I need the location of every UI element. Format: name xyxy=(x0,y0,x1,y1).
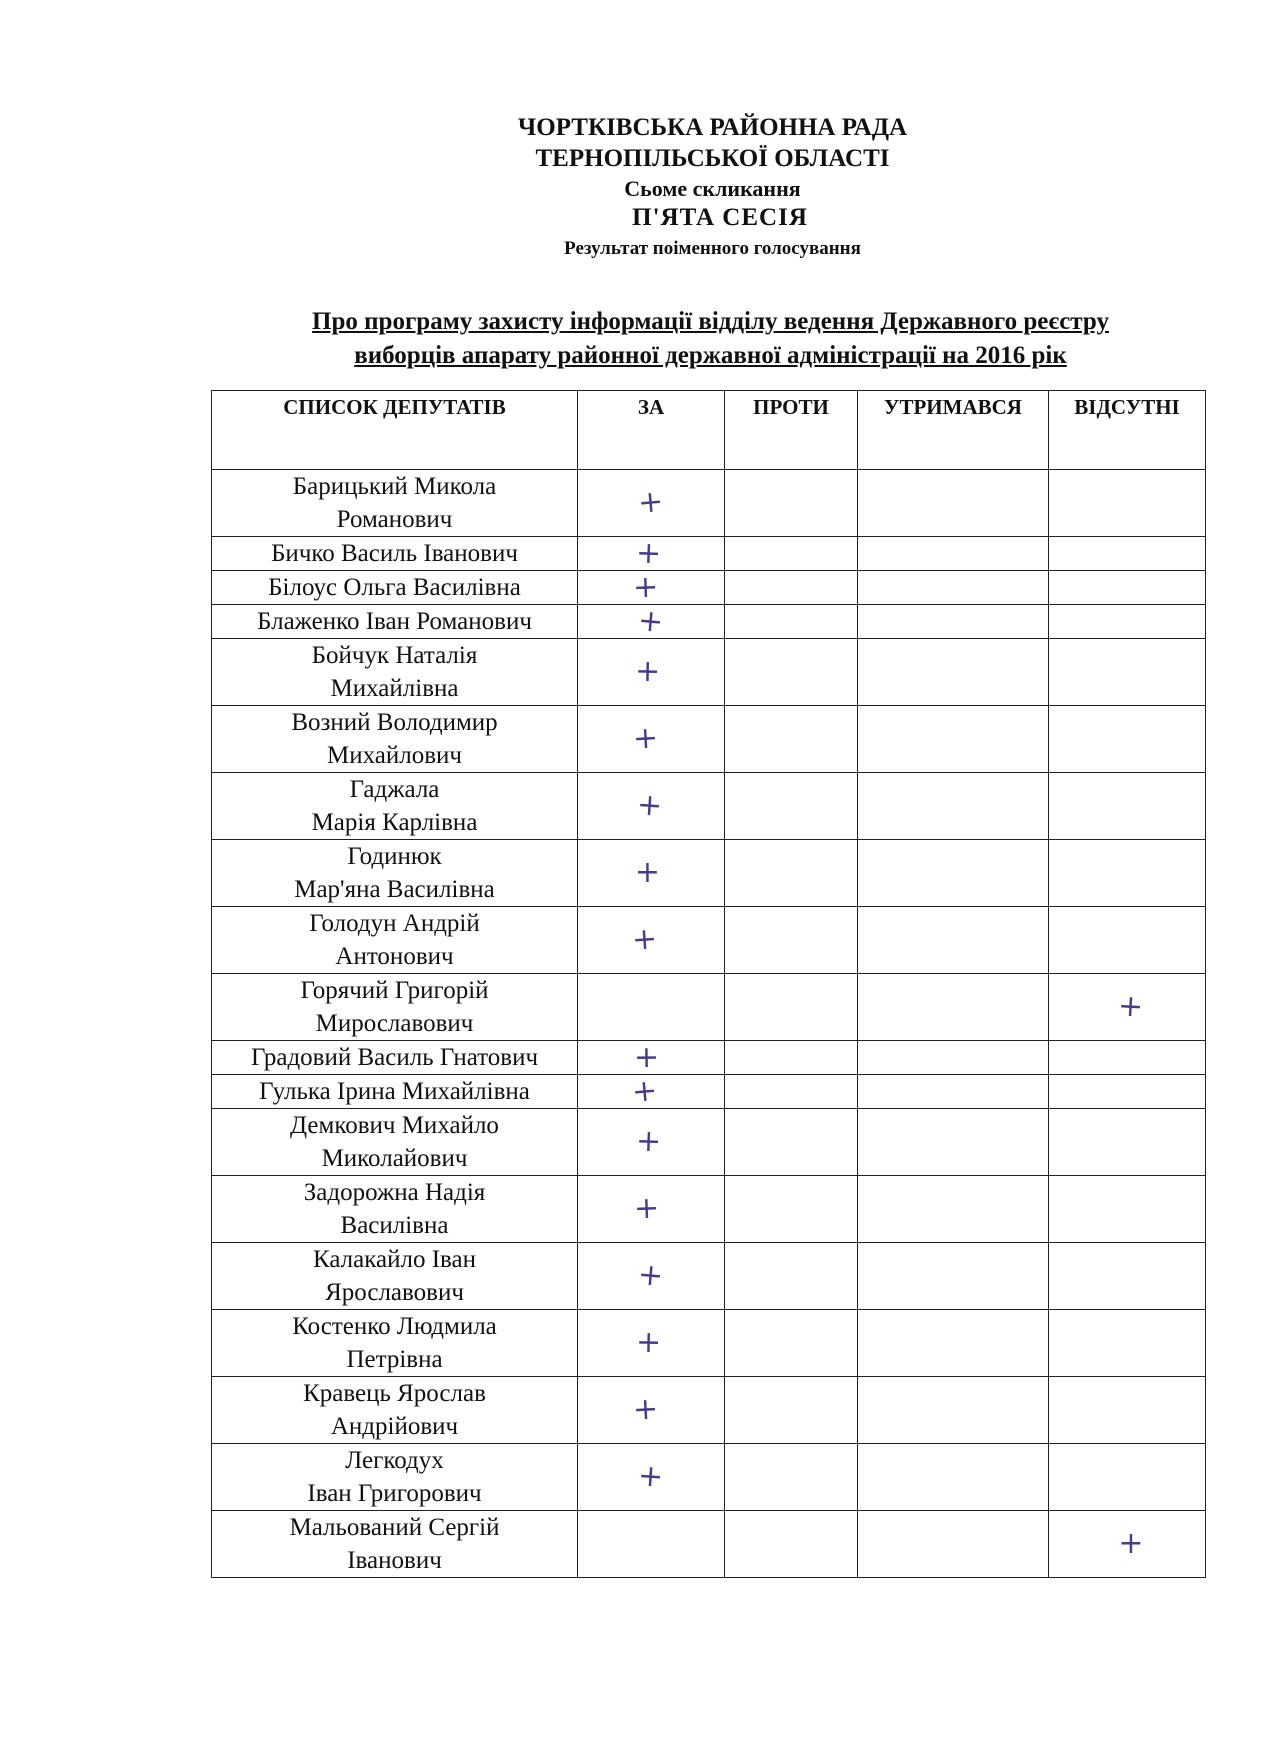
deputy-name xyxy=(212,1075,578,1109)
handwritten-plus-mark: + xyxy=(1117,988,1145,1025)
vote-cell-proty xyxy=(725,571,858,605)
vote-cell-vidsutni xyxy=(1049,571,1206,605)
deputy-name-line-1: Мальований Сергій xyxy=(289,1514,500,1541)
vote-cell-proty xyxy=(725,1041,858,1075)
vote-cell-proty xyxy=(725,639,858,706)
vote-cell-proty xyxy=(725,773,858,840)
deputy-name xyxy=(212,907,578,974)
vote-topic xyxy=(238,305,1183,373)
vote-cell-za xyxy=(578,470,725,537)
table-row xyxy=(212,470,1206,537)
deputy-name-line-1: Градовий Василь Гнатович xyxy=(250,1044,539,1071)
vote-cell-za xyxy=(578,537,725,571)
vote-cell-utrymavsia xyxy=(858,706,1049,773)
vote-cell-utrymavsia xyxy=(858,1176,1049,1243)
table-row xyxy=(212,907,1206,974)
handwritten-plus-mark: + xyxy=(631,720,659,757)
handwritten-plus-mark: + xyxy=(633,1190,660,1227)
vote-cell-utrymavsia xyxy=(858,571,1049,605)
deputy-name-line-2: Іванович xyxy=(347,1547,442,1574)
vote-cell-proty xyxy=(725,840,858,907)
vote-cell-proty xyxy=(725,1444,858,1511)
vote-cell-vidsutni xyxy=(1049,1176,1206,1243)
deputy-name-line-2: Андрійович xyxy=(330,1413,459,1440)
vote-cell-za xyxy=(578,840,725,907)
table-row xyxy=(212,974,1206,1041)
vote-cell-proty xyxy=(725,706,858,773)
vote-cell-vidsutni xyxy=(1049,605,1206,639)
deputy-name xyxy=(212,1511,578,1578)
vote-topic-line-2: виборців апарату районної державної адміністрації на 2016 рік xyxy=(354,342,1067,369)
vote-cell-za xyxy=(578,602,725,640)
deputy-name-line-1: Голодун Андрій xyxy=(309,910,480,937)
vote-topic-line-1: Про програму захисту інформації відділу ведення Державного реєстру xyxy=(312,308,1109,335)
deputy-name xyxy=(212,1444,578,1511)
handwritten-plus-mark: + xyxy=(1118,1526,1144,1561)
vote-cell-utrymavsia xyxy=(858,1243,1049,1310)
vote-cell-vidsutni xyxy=(1049,1444,1206,1511)
deputy-name xyxy=(212,773,578,840)
handwritten-plus-mark: + xyxy=(635,1324,662,1361)
vote-cell-proty xyxy=(725,907,858,974)
deputy-name-line-2: Романович xyxy=(336,506,453,533)
table-row xyxy=(212,1176,1206,1243)
handwritten-plus-mark: + xyxy=(635,1123,663,1160)
vote-cell-proty xyxy=(725,470,858,537)
table-row xyxy=(212,639,1206,706)
table-row xyxy=(212,1075,1206,1109)
handwritten-plus-mark: + xyxy=(632,1391,660,1428)
deputy-name-line-1: Возний Володимир xyxy=(291,709,498,736)
vote-cell-za xyxy=(578,706,725,773)
vote-cell-za xyxy=(578,1176,725,1243)
handwritten-plus-mark: + xyxy=(636,1458,665,1495)
deputy-name-line-1: Легкодух xyxy=(345,1447,444,1474)
deputy-name-line-1: Бойчук Наталія xyxy=(311,642,478,669)
vote-cell-vidsutni xyxy=(1049,470,1206,537)
vote-cell-za xyxy=(578,639,725,706)
deputy-name-line-2: Ярославович xyxy=(325,1279,464,1306)
deputy-name-line-1: Бичко Василь Іванович xyxy=(271,540,518,567)
vote-result-caption: Результат поіменного голосування xyxy=(564,238,861,260)
deputy-name-line-2: Мар'яна Василівна xyxy=(294,876,495,903)
deputy-name xyxy=(212,974,578,1041)
roll-call-table xyxy=(211,390,1206,1578)
deputy-name-line-2: Василівна xyxy=(340,1212,449,1239)
vote-cell-utrymavsia xyxy=(858,974,1049,1041)
handwritten-plus-mark: + xyxy=(635,653,661,690)
table-row xyxy=(212,605,1206,639)
vote-cell-vidsutni xyxy=(1049,1377,1206,1444)
deputy-name-line-1: Кравець Ярослав xyxy=(303,1380,486,1407)
table-header-row xyxy=(212,391,1206,470)
handwritten-plus-mark: + xyxy=(636,483,665,522)
vote-cell-za xyxy=(578,1072,725,1110)
handwritten-plus-mark: + xyxy=(631,921,659,958)
deputy-name-line-1: Барицький Микола xyxy=(292,473,497,500)
vote-cell-proty xyxy=(725,974,858,1041)
deputy-name-line-2: Марія Карлівна xyxy=(311,809,478,836)
vote-cell-proty xyxy=(725,1109,858,1176)
vote-cell-za xyxy=(578,1041,725,1075)
vote-cell-utrymavsia xyxy=(858,639,1049,706)
deputy-name-line-1: Білоус Ольга Василівна xyxy=(268,574,521,601)
vote-cell-vidsutni xyxy=(1049,1310,1206,1377)
deputy-name xyxy=(212,639,578,706)
vote-cell-za xyxy=(578,1310,725,1377)
table-row xyxy=(212,773,1206,840)
vote-cell-utrymavsia xyxy=(858,907,1049,974)
deputy-name xyxy=(212,706,578,773)
vote-cell-za xyxy=(578,571,725,605)
deputy-name-line-1: Гулька Ірина Михайлівна xyxy=(259,1078,530,1105)
vote-cell-vidsutni xyxy=(1049,1075,1206,1109)
council-name: ЧОРТКІВСЬКА РАЙОННА РАДА xyxy=(517,114,908,141)
deputy-name-line-1: Задорожна Надія xyxy=(303,1179,486,1206)
vote-cell-proty xyxy=(725,1377,858,1444)
deputy-name-line-2: Михайлівна xyxy=(330,675,459,702)
column-header-deputies: СПИСОК ДЕПУТАТІВ xyxy=(212,391,578,470)
table-row xyxy=(212,1041,1206,1075)
vote-cell-proty xyxy=(725,1310,858,1377)
vote-cell-utrymavsia xyxy=(858,840,1049,907)
session-title: П'ЯТА СЕСІЯ xyxy=(632,204,808,231)
table-row xyxy=(212,1243,1206,1310)
deputy-name xyxy=(212,1041,578,1075)
vote-cell-vidsutni xyxy=(1049,706,1206,773)
handwritten-plus-mark: + xyxy=(632,569,660,605)
vote-cell-za xyxy=(578,1444,725,1511)
vote-cell-vidsutni xyxy=(1049,1109,1206,1176)
deputy-name xyxy=(212,605,578,639)
deputy-name xyxy=(212,571,578,605)
vote-cell-utrymavsia xyxy=(858,1310,1049,1377)
table-row xyxy=(212,1444,1206,1511)
vote-cell-utrymavsia xyxy=(858,1377,1049,1444)
deputy-name-line-1: Блаженко Іван Романович xyxy=(257,608,532,635)
deputy-name xyxy=(212,470,578,537)
table-row xyxy=(212,1109,1206,1176)
table-row xyxy=(212,1377,1206,1444)
handwritten-plus-mark: + xyxy=(636,1256,666,1295)
vote-cell-proty xyxy=(725,1243,858,1310)
deputy-name xyxy=(212,537,578,571)
vote-cell-proty xyxy=(725,1176,858,1243)
vote-cell-vidsutni xyxy=(1049,907,1206,974)
vote-cell-proty xyxy=(725,1075,858,1109)
deputy-name-line-1: Горячий Григорій xyxy=(300,977,489,1004)
vote-cell-proty xyxy=(725,537,858,571)
vote-cell-vidsutni xyxy=(1049,974,1206,1041)
vote-cell-utrymavsia xyxy=(858,1109,1049,1176)
deputy-name-line-1: Костенко Людмила xyxy=(292,1313,497,1340)
vote-cell-za xyxy=(578,1511,725,1578)
vote-cell-za xyxy=(578,974,725,1041)
deputy-name xyxy=(212,1176,578,1243)
vote-cell-utrymavsia xyxy=(858,470,1049,537)
table-row xyxy=(212,706,1206,773)
deputy-name-line-1: Годинюк xyxy=(347,843,442,870)
handwritten-plus-mark: + xyxy=(630,1072,659,1110)
region-name: ТЕРНОПІЛЬСЬКОЇ ОБЛАСТІ xyxy=(535,145,890,173)
vote-cell-vidsutni xyxy=(1049,639,1206,706)
deputy-name xyxy=(212,1243,578,1310)
deputy-name-line-2: Антонович xyxy=(335,943,454,970)
vote-cell-za xyxy=(578,1243,725,1310)
table-row xyxy=(212,537,1206,571)
vote-cell-vidsutni xyxy=(1049,1243,1206,1310)
table-row xyxy=(212,571,1206,605)
vote-cell-vidsutni xyxy=(1049,1041,1206,1075)
table-body xyxy=(212,470,1206,1578)
vote-cell-utrymavsia xyxy=(858,1041,1049,1075)
vote-cell-vidsutni xyxy=(1049,1511,1206,1578)
deputy-name-line-1: Гаджала xyxy=(349,776,440,803)
vote-cell-utrymavsia xyxy=(858,773,1049,840)
deputy-name-line-2: Петрівна xyxy=(346,1346,443,1373)
vote-cell-proty xyxy=(725,605,858,639)
handwritten-plus-mark: + xyxy=(635,535,662,571)
vote-cell-za xyxy=(578,1377,725,1444)
deputy-name-line-2: Миколайович xyxy=(321,1145,468,1172)
column-header-absent: ВІДСУТНІ xyxy=(1049,391,1206,470)
vote-cell-vidsutni xyxy=(1049,537,1206,571)
deputy-name-line-1: Калакайло Іван xyxy=(313,1246,476,1273)
deputy-name xyxy=(212,840,578,907)
handwritten-plus-mark: + xyxy=(634,1039,660,1075)
table-row xyxy=(212,1310,1206,1377)
deputy-name-line-2: Іван Григорович xyxy=(307,1480,482,1507)
vote-cell-za xyxy=(578,773,725,840)
vote-cell-utrymavsia xyxy=(858,1444,1049,1511)
deputy-name xyxy=(212,1377,578,1444)
deputy-name xyxy=(212,1109,578,1176)
vote-cell-vidsutni xyxy=(1049,773,1206,840)
vote-cell-vidsutni xyxy=(1049,840,1206,907)
vote-cell-utrymavsia xyxy=(858,1075,1049,1109)
column-header-against: ПРОТИ xyxy=(725,391,858,470)
vote-cell-utrymavsia xyxy=(858,605,1049,639)
handwritten-plus-mark: + xyxy=(634,855,661,890)
deputy-name xyxy=(212,1310,578,1377)
table-row xyxy=(212,840,1206,907)
convocation: Сьоме скликання xyxy=(624,175,801,201)
vote-cell-utrymavsia xyxy=(858,1511,1049,1578)
handwritten-plus-mark: + xyxy=(636,602,665,640)
handwritten-plus-mark: + xyxy=(636,787,664,824)
column-header-abstained: УТРИМАВСЯ xyxy=(858,391,1049,470)
vote-cell-utrymavsia xyxy=(858,537,1049,571)
vote-cell-za xyxy=(578,1109,725,1176)
document-header xyxy=(0,112,1275,261)
deputy-name-line-1: Демкович Михайло xyxy=(290,1112,499,1139)
vote-cell-za xyxy=(578,907,725,974)
vote-cell-proty xyxy=(725,1511,858,1578)
deputy-name-line-2: Мирославович xyxy=(315,1010,474,1037)
column-header-for: ЗА xyxy=(578,391,725,470)
deputy-name-line-2: Михайлович xyxy=(327,742,462,769)
table-row xyxy=(212,1511,1206,1578)
